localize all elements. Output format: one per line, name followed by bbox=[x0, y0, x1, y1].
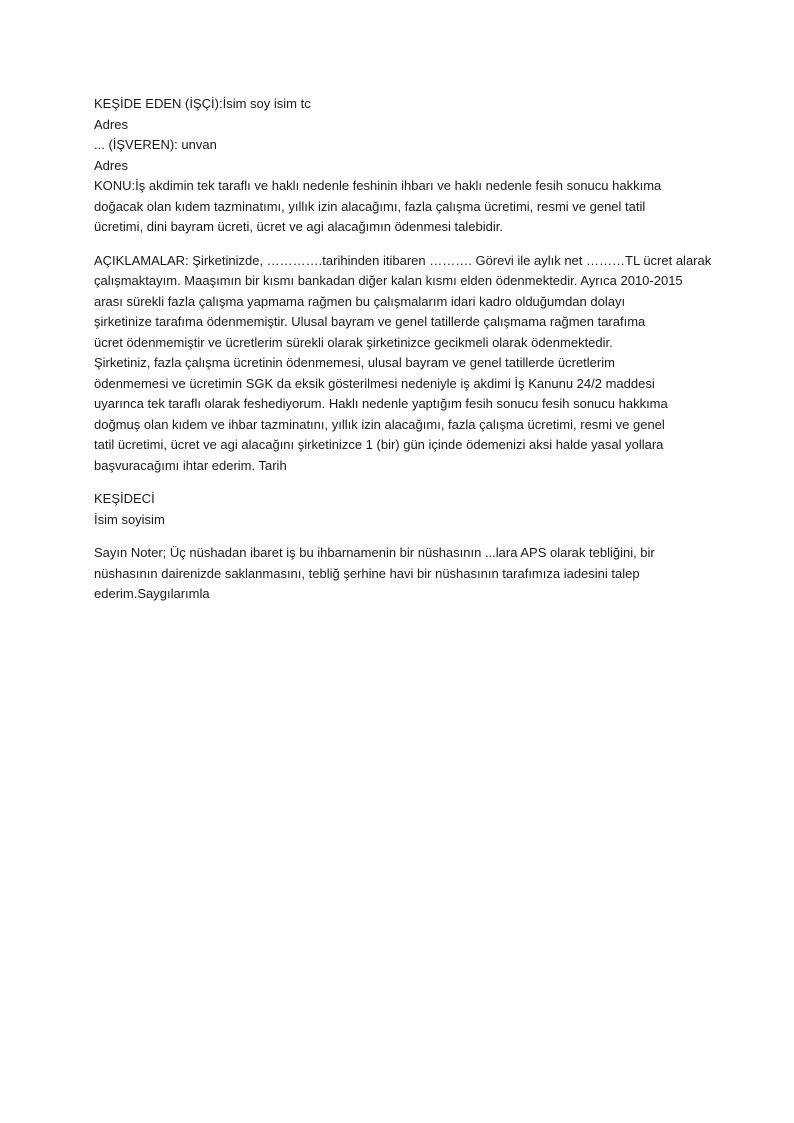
notary-note-line: ederim.Saygılarımla bbox=[94, 586, 210, 601]
paragraph-spacer bbox=[94, 238, 706, 251]
sender-line: KEŞİDE EDEN (İŞÇİ):İsim soy isim tc bbox=[94, 96, 311, 111]
paragraph-spacer bbox=[94, 476, 706, 489]
paragraph-spacer bbox=[94, 530, 706, 543]
explanation-line: şirketinize tarafıma ödenmemiştir. Ulusal bayram ve genel tatillerde çalışmama rağmen tarafıma bbox=[94, 314, 646, 329]
subject-line: doğacak olan kıdem tazminatımı, yıllık izin alacağımı, fazla çalışma ücretimi, resmi ve genel tatil bbox=[94, 198, 646, 214]
explanation-line: tatil ücretimi, ücret ve agi alacağını şirketinizce 1 (bir) gün içinde ödemenizi aksi halde yasal yollara bbox=[94, 437, 664, 452]
signature-name: İsim soyisim bbox=[94, 511, 165, 527]
explanation-line: uyarınca tek taraflı olarak feshediyorum. Haklı nedenle yaptığım fesih sonucu fesih sonucu hakkıma bbox=[94, 396, 668, 411]
signature-label: KEŞİDECİ bbox=[94, 491, 155, 506]
notary-note-paragraph bbox=[94, 543, 706, 605]
explanation-line: ücret ödenmemiştir ve ücretlerim sürekli olarak şirketinizce gecikmeli olarak ödenmektedir. bbox=[94, 334, 613, 350]
explanation-line: çalışmaktayım. Maaşımın bir kısmı bankadan diğer kalan kısmı elden ödenmektedir. Ayrıca 2010-2015 bbox=[94, 273, 683, 288]
sender-address: Adres bbox=[94, 116, 128, 132]
recipient-line: ... (İŞVEREN): unvan bbox=[94, 137, 217, 152]
notice-letter bbox=[94, 94, 712, 605]
explanation-line: Şirketiniz, fazla çalışma ücretinin ödenmemesi, ulusal bayram ve genel tatillerde ücretlerim bbox=[94, 355, 615, 370]
subject-line: ücretimi, dini bayram ücreti, ücret ve agi alacağımın ödenmesi talebidir. bbox=[94, 219, 503, 234]
header-block bbox=[94, 94, 706, 238]
explanation-line: başvuracağımı ihtar ederim. Tarih bbox=[94, 457, 287, 473]
notary-note-line: Sayın Noter; Üç nüshadan ibaret iş bu ihbarnamenin bir nüshasının ...lara APS olarak tebliğini, bir bbox=[94, 545, 655, 560]
signature-block bbox=[94, 489, 706, 530]
explanation-line: ödenmemesi ve ücretimin SGK da eksik gösterilmesi nedeniyle iş akdimi İş Kanunu 24/2 maddesi bbox=[94, 375, 655, 391]
explanation-line: doğmuş olan kıdem ve ihbar tazminatını, yıllık izin alacağımı, fazla çalışma ücretimi, resmi ve genel bbox=[94, 416, 665, 432]
explanation-line: AÇIKLAMALAR: Şirketinizde, ………….tarihinden itibaren ………. Görevi ile aylık net ………TL ücret alarak bbox=[94, 252, 712, 268]
subject-line: KONU:İş akdimin tek taraflı ve haklı nedenle feshinin ihbarı ve haklı nedenle fesih sonucu hakkıma bbox=[94, 178, 662, 193]
notary-note-line: nüshasının dairenizde saklanmasını, tebliğ şerhine havi bir nüshasının tarafımıza iadesini talep bbox=[94, 565, 640, 581]
explanation-paragraph bbox=[94, 251, 712, 477]
recipient-address: Adres bbox=[94, 157, 128, 173]
explanation-line: arası sürekli fazla çalışma yapmama rağmen bu çalışmalarım idari kadro olduğumdan dolayı bbox=[94, 293, 626, 309]
